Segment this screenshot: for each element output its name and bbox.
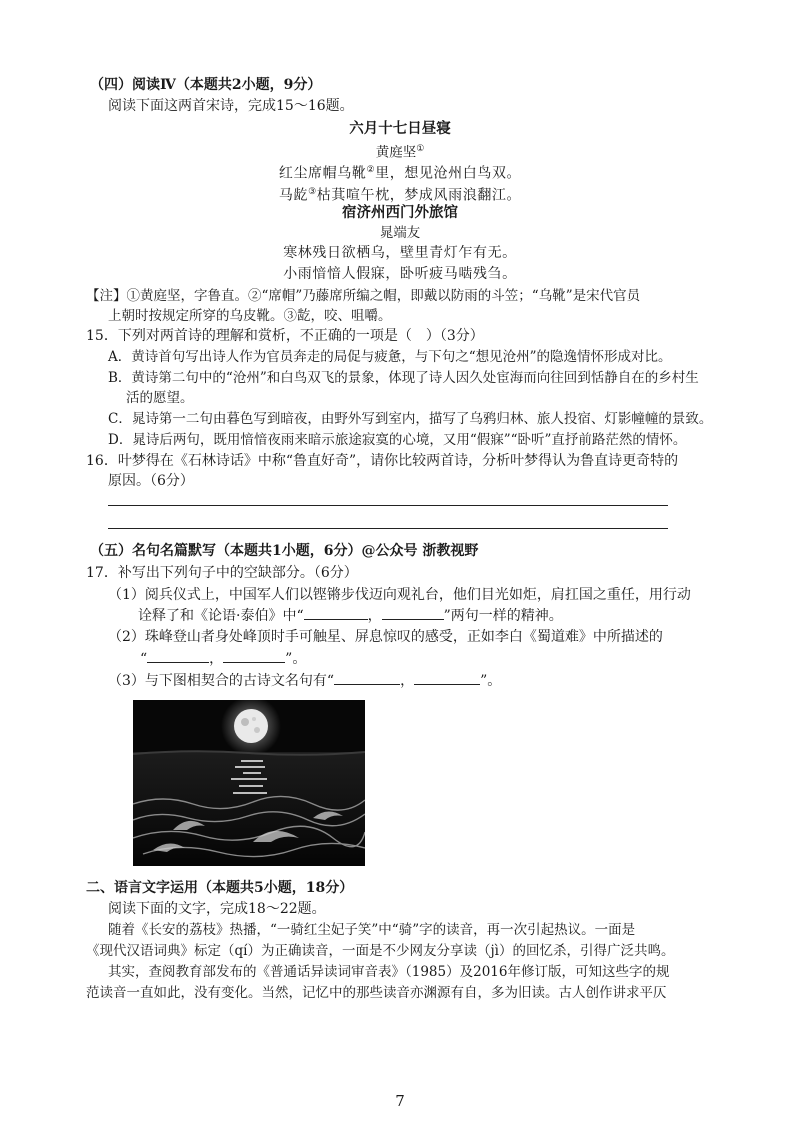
poem2-line2: 小雨愔愔人假寐，卧听疲马啮残刍。 — [283, 266, 517, 282]
q17-part1-suffix: ”两句一样的精神。 — [443, 608, 563, 624]
section2-instruction: 阅读下面的文字，完成18～22题。 — [108, 901, 326, 917]
poem2-author: 晁端友 — [379, 225, 421, 241]
section5-heading: （五）名句名篇默写（本题共1小题，6分）@公众号 浙教视野 — [90, 543, 479, 559]
q17-part3-comma: ， — [400, 673, 415, 689]
q16-answer-line-1[interactable] — [108, 505, 668, 506]
poem2-title: 宿济州西门外旅馆 — [342, 204, 458, 221]
moon-over-sea-photo — [133, 700, 365, 866]
q16-answer-line-2[interactable] — [108, 528, 668, 529]
section2-heading: 二、语言文字运用（本题共5小题，18分） — [86, 880, 354, 896]
q17-part1-comma: ， — [367, 608, 382, 624]
poem2-line1: 寒林残日欲栖乌，壁里青灯乍有无。 — [283, 245, 517, 261]
q17-blank-4[interactable] — [223, 648, 285, 663]
q15-option-b: B．黄诗第二句中的“沧州”和白鸟双飞的景象，体现了诗人因久处宦海而向往回到恬静自在的乡村生 — [108, 370, 699, 386]
q17-blank-2[interactable] — [382, 605, 444, 620]
poem1-author-note-mark: ① — [416, 144, 425, 154]
poem1-author-name: 黄庭坚 — [375, 144, 417, 161]
passage-para1-line1: 随着《长安的荔枝》热播，“一骑红尘妃子笑”中“骑”字的读音，再一次引起热议。一面是 — [108, 922, 636, 938]
section4-heading: （四）阅读Ⅳ（本题共2小题，9分） — [90, 77, 322, 93]
poem1-line1-note-mark: ② — [366, 165, 376, 175]
q17-part2-comma: ， — [209, 651, 224, 667]
page-number: 7 — [395, 1092, 405, 1110]
note-line1: 【注】①黄庭坚，字鲁直。②“席帽”乃藤席所编之帽，即戴以防雨的斗笠；“乌靴”是宋代官员 — [86, 288, 641, 304]
poem1-line2-note-mark: ③ — [308, 187, 317, 197]
q16-stem-cont: 原因。（6分） — [108, 473, 194, 489]
poem1-title: 六月十七日昼寝 — [349, 120, 451, 137]
section4-instruction: 阅读下面这两首宋诗，完成15～16题。 — [108, 98, 354, 114]
q15-option-c: C．晁诗第一二句由暮色写到暗夜，由野外写到室内，描写了乌鸦归林、旅人投宿、灯影幢幢的景致。 — [108, 411, 713, 427]
q17-part2-cont — [140, 648, 306, 669]
note-line2: 上朝时按规定所穿的乌皮靴。③龁，咬、咀嚼。 — [108, 308, 392, 324]
q15-option-a: A．黄诗首句写出诗人作为官员奔走的局促与疲惫，与下句之“想见沧州”的隐逸情怀形成对比。 — [108, 349, 672, 365]
q17-part3-suffix: ”。 — [480, 673, 502, 689]
poem1-line2-part-a: 马龁 — [278, 187, 309, 204]
q17-blank-1[interactable] — [304, 605, 368, 620]
poem1-line1-part-b: 里，想见沧州白鸟双。 — [375, 165, 522, 182]
q17-part1: （1）阅兵仪式上，中国军人们以铿锵步伐迈向观礼台，他们目光如炬，肩扛国之重任，用行动 — [108, 587, 691, 603]
moon-shape — [234, 709, 268, 743]
moon-over-sea-illustration — [133, 700, 365, 866]
passage-para1-line2: 《现代汉语词典》标定（qí）为正确读音，一面是不少网友分享读（jì）的回忆杀，引得广泛共鸣。 — [86, 943, 675, 959]
passage-para2-line2: 范读音一直如此，没有变化。当然，记忆中的那些读音亦渊源有自，多为旧读。古人创作讲求平仄 — [86, 985, 667, 1001]
q15-option-b-cont: 活的愿望。 — [126, 390, 194, 406]
q17-blank-6[interactable] — [414, 670, 480, 685]
poem1-author — [0, 139, 800, 163]
q17-blank-5[interactable] — [334, 670, 400, 685]
q16-stem: 16．叶梦得在《石林诗话》中称“鲁直好奇”，请你比较两首诗，分析叶梦得认为鲁直诗更奇特的 — [86, 453, 679, 469]
q17-part3 — [108, 670, 501, 691]
q17-part1-cont — [138, 605, 563, 626]
q17-part3-prefix: （3）与下图相契合的古诗文名句有“ — [108, 673, 335, 689]
q17-part2-open-quote: “ — [140, 651, 148, 667]
q17-part2-close-quote: ”。 — [285, 651, 307, 667]
q17-blank-3[interactable] — [147, 648, 209, 663]
q17-part1-prefix: 诠释了和《论语·泰伯》中“ — [138, 608, 304, 624]
passage-para2-line1: 其实，查阅教育部发布的《普通话异读词审音表》（1985）及2016年修订版，可知这些字的规 — [108, 964, 670, 980]
poem1-line1-part-a: 红尘席帽乌靴 — [278, 165, 367, 182]
q15-stem: 15．下列对两首诗的理解和赏析，不正确的一项是（ ）（3分） — [86, 328, 484, 344]
poem1-line1 — [0, 160, 800, 184]
q17-stem: 17．补写出下列句子中的空缺部分。（6分） — [86, 565, 358, 581]
poem1-line2-part-b: 枯萁喧午枕，梦成风雨浪翻江。 — [316, 187, 522, 204]
q15-option-d: D．晁诗后两句，既用愔愔夜雨来暗示旅途寂寞的心境，又用“假寐”“卧听”直抒前路茫然的情怀。 — [108, 432, 687, 448]
q17-part2: （2）珠峰登山者身处峰顶时手可触星、屏息惊叹的感受，正如李白《蜀道难》中所描述的 — [108, 629, 663, 645]
